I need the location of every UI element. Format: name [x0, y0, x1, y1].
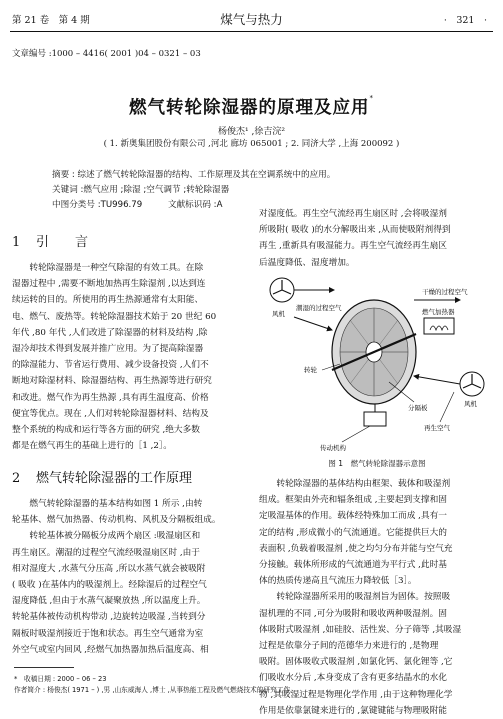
- text-line: 组成。框架由外壳和辐条组成 ,主要起到支撑和固: [259, 495, 447, 506]
- right-column-top: [259, 206, 495, 271]
- article-number: 文章编号 :1000 – 4416( 2001 )04 – 0321 – 03: [12, 49, 201, 59]
- section-title: 引 言: [36, 235, 89, 250]
- keywords: 关键词 :燃气应用 ;除湿 ;空气调节 ;转轮除湿器: [52, 185, 230, 195]
- section-number: 2: [12, 471, 21, 486]
- text-line: 湿度降低 ,但由于水蒸气凝聚放热 ,所以温度上升。: [12, 596, 206, 607]
- text-line: 吸附。固体吸收式吸湿剂 ,如氯化钙、氯化锂等 ,它: [259, 657, 453, 668]
- text-line: 过程是依靠分子间的范德华力来进行的 ,是物理: [259, 641, 439, 652]
- text-line: 的除湿能力、节省运行费用、减少设备投资 ,人们不: [12, 360, 209, 371]
- text-line: 体吸附式吸湿剂 ,如硅胶、活性炭、分子筛等 ,其吸湿: [259, 624, 462, 635]
- affiliation: ( 1. 新奥集团股份有限公司 ,河北 廊坊 065001 ; 2. 同济大学 ,上海 200092 ): [103, 139, 400, 149]
- text-line: 年代 ,80 年代 ,人们改进了除湿器的材料及结构 ,除: [12, 327, 208, 338]
- text-line: 湿器过程中 ,需要不断地加热再生除湿剂 ,以达到连: [12, 279, 206, 290]
- section-1-body: [12, 260, 248, 454]
- humid-air-inlet: [294, 317, 332, 330]
- label-regen-fan: 风机: [272, 310, 285, 318]
- regen-fan-icon: [270, 278, 294, 302]
- footnote-author: 作者简介 : 杨俊杰( 1971 – ) ,男 ,山东威海人 ,博士 ,从事热能工程及燃气燃烧技术的研究工作。: [14, 686, 297, 694]
- footnote-rule: [14, 667, 74, 668]
- text-line: 转轮除湿器所采用的吸湿剂旨为固体。按照吸: [259, 592, 451, 603]
- text-line: 体的热质传递高且气流压力降较低［3］。: [259, 576, 417, 587]
- authors: 杨俊杰¹ ,徐吉浣²: [218, 127, 285, 137]
- page-number: · 321 ·: [443, 15, 487, 26]
- text-line: 物 ,其吸湿过程是物理化学作用 ,由于这种物理化学: [259, 689, 453, 700]
- text-line: 隔板时吸湿剂接近于饱和状态。再生空气通常为室: [12, 628, 204, 639]
- text-line: 对湿度低。再生空气流经再生扇区时 ,会将吸湿剂: [259, 209, 447, 219]
- figure-caption: 图 1 燃气转轮除湿器示意图: [328, 459, 426, 468]
- classification: 中图分类号 :TU996.79 文献标识码 :A: [52, 200, 223, 210]
- right-column-bottom: [259, 476, 495, 719]
- text-line: 都是在燃气再生的基础上进行的［1 ,2］。: [12, 441, 172, 452]
- text-line: 所吸附( 吸收 )的水分解吸出来 ,从而使吸附剂得到: [259, 225, 451, 236]
- section-1-heading: [12, 231, 248, 250]
- text-line: 再生 ,重新具有吸湿能力。再生空气流经再生扇区: [259, 241, 447, 252]
- text-line: 们吸收水分后 ,本身变成了含有更多结晶水的水化: [259, 673, 447, 684]
- text-line: 转轮基体被分隔板分成两个扇区 :吸湿扇区和: [12, 531, 201, 542]
- header-rule: [10, 31, 493, 32]
- drive-motor-icon: [364, 404, 386, 426]
- text-line: 整个系统的构成和运行等各方面的研究 ,绝大多数: [12, 425, 200, 436]
- text-line: 后温度降低、湿度增加。: [259, 257, 355, 268]
- leader-line: [342, 426, 370, 442]
- section-number: 1: [12, 235, 21, 250]
- text-line: 表面积 ,负载着吸湿剂 ,使之均匀分布并能与空气充: [259, 543, 453, 554]
- text-line: 再生扇区。潮湿的过程空气流经吸湿扇区时 ,由于: [12, 547, 200, 558]
- text-line: ( 吸收 )在基体内的吸湿剂上。经除湿后的过程空气: [12, 580, 207, 591]
- text-line: 湿机理的不同 ,可分为吸附和吸收两种吸湿剂。固: [259, 608, 447, 619]
- abstract: 摘要 : 综述了燃气转轮除湿器的结构、工作原理及其在空调系统中的应用。: [52, 170, 336, 180]
- title-footnote-mark: *: [369, 94, 374, 102]
- text-line: 分接触。载体所形成的气流通道为平行式 ,此时基: [259, 560, 447, 571]
- rotor-dehumidifier-diagram: [264, 272, 490, 452]
- process-fan-icon: [460, 372, 484, 396]
- paper-title: [0, 94, 503, 119]
- section-2-heading: [12, 467, 248, 486]
- text-line: 定的结构 ,形成微小的气流通道。它能提供巨大的: [259, 527, 447, 538]
- label-rotor: 转轮: [304, 366, 317, 374]
- text-line: 湿冷却技术得到发展并推广应用。为了提高除湿器: [12, 344, 204, 355]
- text-line: 转轮除湿器是一种空气除湿的有效工具。在除: [12, 263, 204, 273]
- text-line: 轮基体、燃气加热器、传动机构、风机及分隔板组成。: [12, 515, 221, 526]
- journal-name: 煤气与热力: [220, 12, 283, 27]
- text-line: 作用是依靠氯键来进行的 ,氯键键能与物理吸附能: [259, 705, 447, 716]
- regen-air-duct: [414, 376, 460, 384]
- text-line: 和改进。燃气作为再生热源 ,具有再生温度高、价格: [12, 392, 209, 403]
- title-text: 燃气转轮除湿器的原理及应用: [129, 98, 370, 118]
- section-title: 燃气转轮除湿器的工作原理: [36, 471, 193, 486]
- text-line: 便宜等优点。现在 ,人们对转轮除湿器材料、结构及: [12, 408, 209, 419]
- text-line: 电、燃气、废热等。转轮除湿器技术始于 20 世纪 60: [12, 311, 217, 322]
- text-line: 转轮基体被传动机构带动 ,边旋转边吸湿 ,当转到分: [12, 612, 206, 623]
- running-header: [0, 0, 503, 34]
- text-line: 断地对除湿材料、除湿器结构、再生热源等进行研究: [12, 376, 212, 387]
- section-2-body: [12, 496, 248, 658]
- text-line: 燃气转轮除湿器的基本结构如图 1 所示 ,由转: [12, 499, 203, 509]
- label-process-fan: 风机: [464, 400, 477, 408]
- text-line: 续运转的目的。所使用的再生热源通常有太阳能、: [12, 295, 204, 306]
- text-line: 定吸湿基体的作用。载体经特殊加工而成 ,具有一: [259, 511, 447, 522]
- label-drive: 传动机构: [320, 444, 346, 452]
- label-heater: 燃气加热器: [422, 308, 455, 316]
- label-regen-air: 再生空气: [424, 424, 450, 432]
- text-line: 相对湿度大 ,水蒸气分压高 ,所以水蒸气就会被吸附: [12, 563, 206, 574]
- label-humid-air: 潮湿的过程空气: [296, 304, 342, 312]
- label-divider: 分隔板: [408, 404, 428, 412]
- issue-info: 第 21 卷 第 4 期: [12, 15, 90, 26]
- footnote-received: * 收稿日期 : 2000 – 06 – 23: [14, 675, 107, 683]
- text-line: 外空气或室内回风 ,经燃气加热器加热后温度高、相: [12, 644, 209, 655]
- label-dry-air: 干燥的过程空气: [422, 288, 468, 296]
- text-line: 转轮除湿器的基体结构由框架、载体和吸湿剂: [259, 479, 451, 489]
- leader-line: [440, 392, 454, 422]
